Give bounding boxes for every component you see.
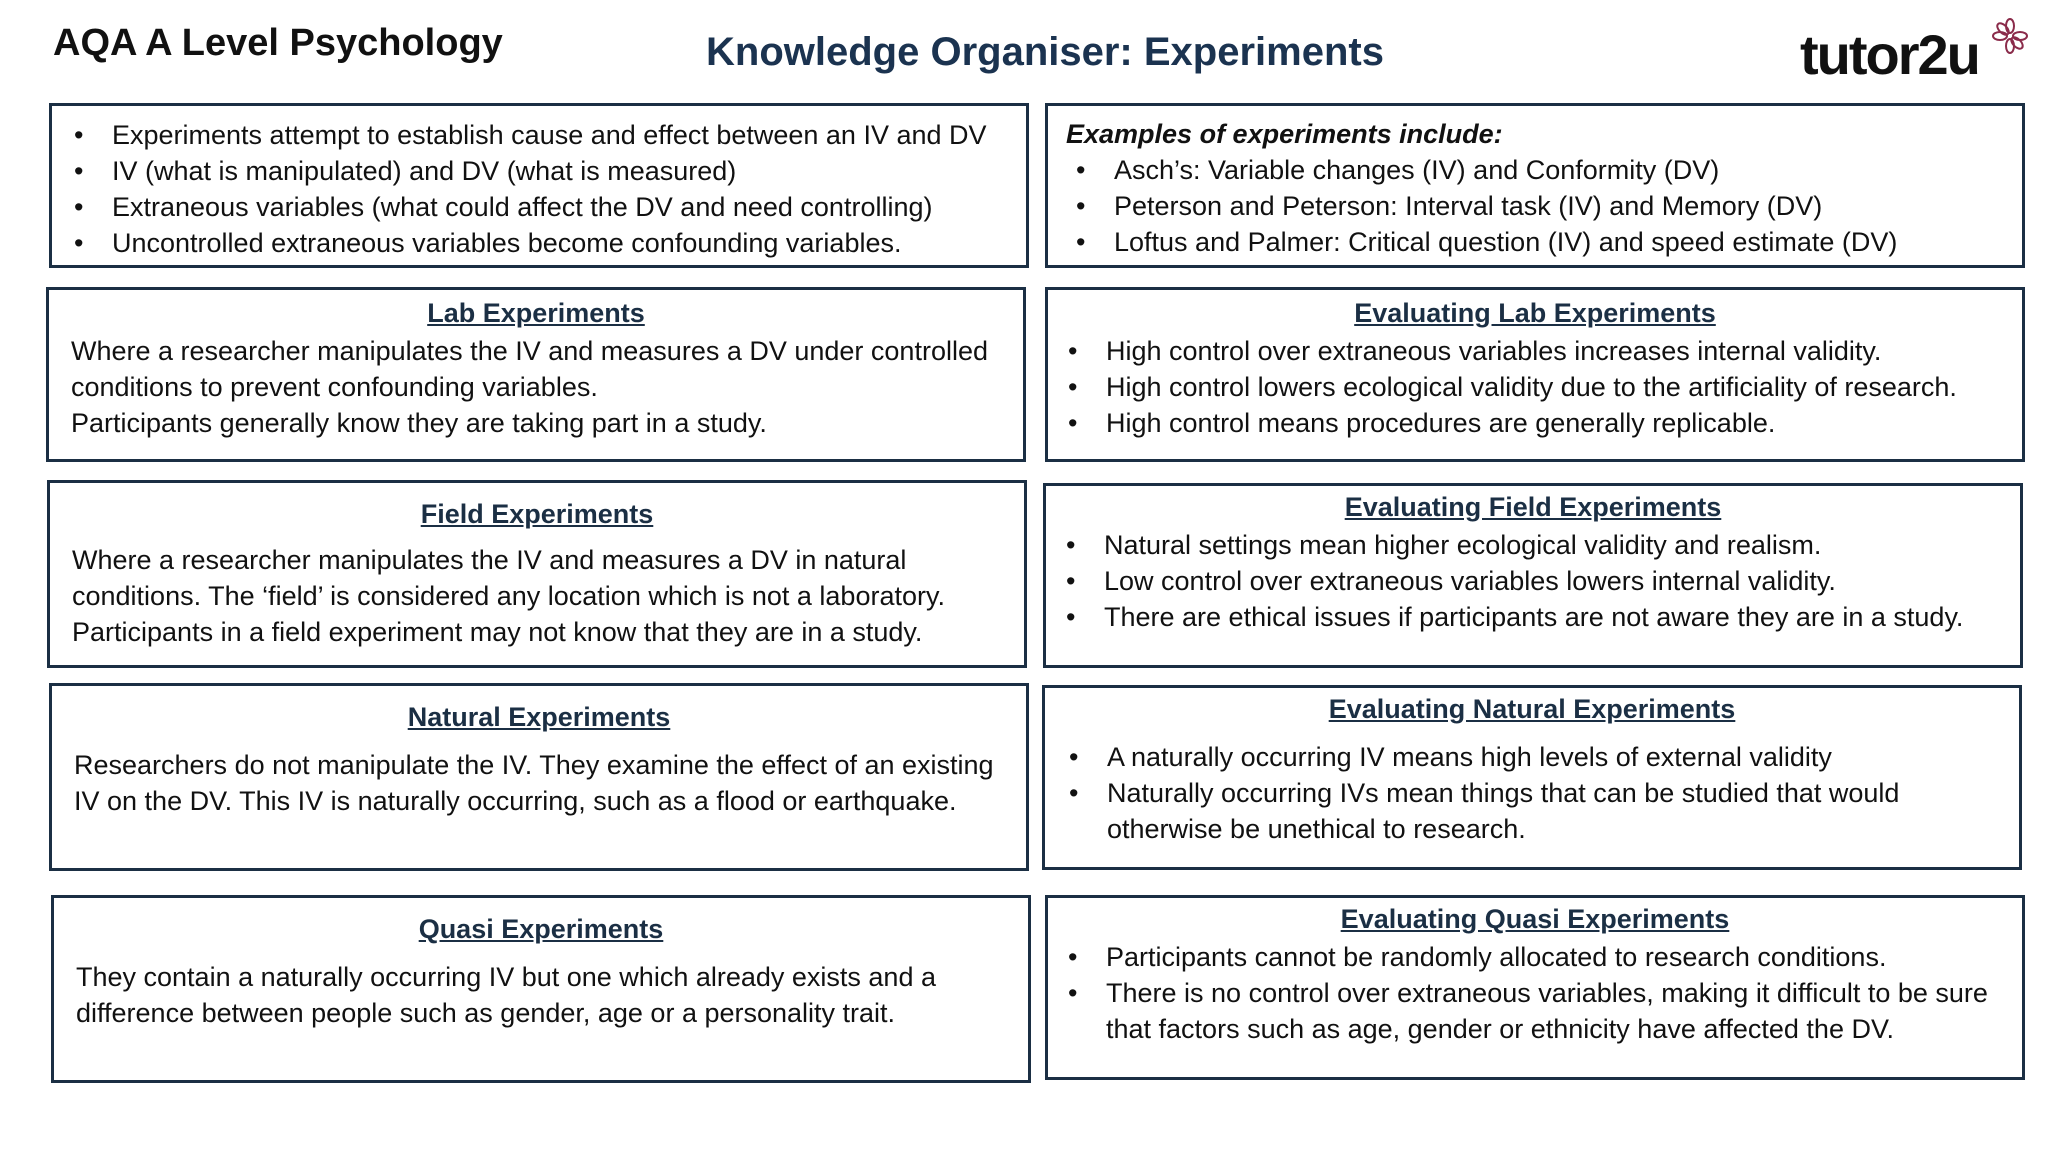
eval-quasi-list <box>1058 939 2012 1047</box>
eval-quasi-box <box>1045 895 2025 1080</box>
list-item: • Peterson and Peterson: Interval task (IV) and Memory (DV) <box>1066 188 2004 224</box>
quasi-experiments-text: They contain a naturally occurring IV but one which already exists and a difference between people such as gender, age or a personality trait. <box>76 962 936 1028</box>
eval-lab-list <box>1058 333 2012 441</box>
list-item: • Low control over extraneous variables lowers internal validity. <box>1056 563 2010 599</box>
list-item: • Extraneous variables (what could affect the DV and need controlling) <box>64 189 1014 225</box>
eval-field-list <box>1056 527 2010 635</box>
list-item: • A naturally occurring IV means high levels of external validity <box>1059 739 2005 775</box>
examples-box <box>1045 103 2025 268</box>
list-item: • Naturally occurring IVs mean things that can be studied that would otherwise be unethical to research. <box>1059 775 2005 847</box>
eval-natural-box <box>1042 685 2022 870</box>
list-item: • Participants cannot be randomly allocated to research conditions. <box>1058 939 2012 975</box>
eval-quasi-title: Evaluating Quasi Experiments <box>1340 904 1730 934</box>
eval-field-title: Evaluating Field Experiments <box>1344 492 1722 522</box>
subject-heading: AQA A Level Psychology <box>53 22 503 64</box>
list-item: • Loftus and Palmer: Critical question (IV) and speed estimate (DV) <box>1066 224 2004 260</box>
field-experiments-title: Field Experiments <box>420 499 654 529</box>
natural-experiments-box <box>49 683 1029 871</box>
field-experiments-box <box>47 480 1027 668</box>
eval-field-box <box>1043 483 2023 668</box>
field-experiments-text: Where a researcher manipulates the IV and measures a DV in natural conditions. The ‘field’ is considered any location which is not a laboratory. Participants in a field experiment may not know that they are in a study. <box>72 545 945 647</box>
logo-wordmark: tutor2u <box>1800 23 1979 86</box>
lab-line: Where a researcher manipulates the IV and measures a DV under controlled conditions to prevent confounding variables. <box>71 336 988 402</box>
list-item: • High control lowers ecological validity due to the artificiality of research. <box>1058 369 2012 405</box>
tutor2u-logo <box>1800 18 2020 90</box>
lab-experiments-box <box>46 287 1026 462</box>
intro-box <box>49 103 1029 268</box>
eval-natural-list <box>1059 739 2005 847</box>
lab-experiments-title: Lab Experiments <box>427 298 645 328</box>
natural-experiments-text: Researchers do not manipulate the IV. They examine the effect of an existing IV on the DV. This IV is naturally occurring, such as a flood or earthquake. <box>74 750 994 816</box>
eval-lab-title: Evaluating Lab Experiments <box>1354 298 1716 328</box>
quasi-experiments-title: Quasi Experiments <box>418 914 664 944</box>
examples-list <box>1066 152 2004 260</box>
list-item: • Experiments attempt to establish cause and effect between an IV and DV <box>64 117 1014 153</box>
lab-line: Participants generally know they are taking part in a study. <box>71 408 767 438</box>
page-title: Knowledge Organiser: Experiments <box>706 30 1384 74</box>
eval-lab-box <box>1045 287 2025 462</box>
list-item: • Uncontrolled extraneous variables become confounding variables. <box>64 225 1014 261</box>
quasi-experiments-box <box>51 895 1031 1083</box>
list-item: • Natural settings mean higher ecological validity and realism. <box>1056 527 2010 563</box>
lab-experiments-text <box>71 333 1001 441</box>
list-item: • IV (what is manipulated) and DV (what is measured) <box>64 153 1014 189</box>
intro-list <box>64 117 1014 261</box>
list-item: • High control over extraneous variables increases internal validity. <box>1058 333 2012 369</box>
list-item: • There are ethical issues if participants are not aware they are in a study. <box>1056 599 2010 635</box>
list-item: • Asch’s: Variable changes (IV) and Conformity (DV) <box>1066 152 2004 188</box>
examples-heading: Examples of experiments include: <box>1066 119 1503 149</box>
list-item: • There is no control over extraneous variables, making it difficult to be sure that factors such as age, gender or ethnicity have affected the DV. <box>1058 975 2012 1047</box>
flower-icon <box>1992 18 2028 54</box>
eval-natural-title: Evaluating Natural Experiments <box>1328 694 1736 724</box>
natural-experiments-title: Natural Experiments <box>407 702 671 732</box>
list-item: • High control means procedures are generally replicable. <box>1058 405 2012 441</box>
